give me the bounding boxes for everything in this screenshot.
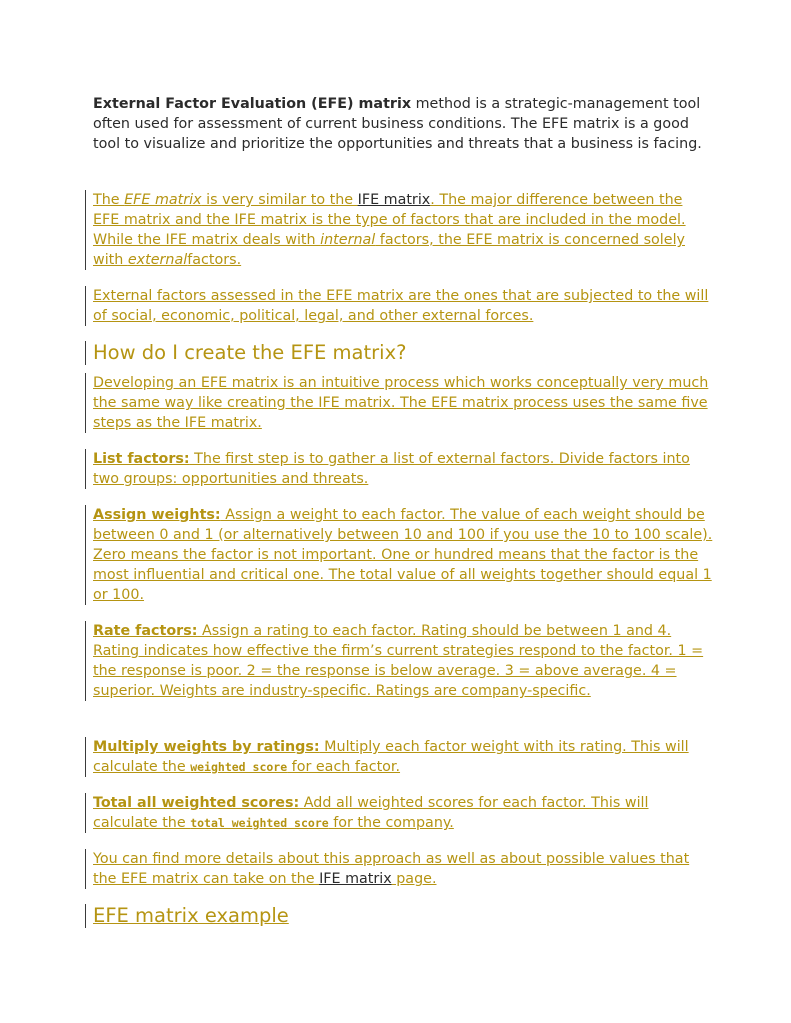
step-assign-weights xyxy=(85,505,713,605)
heading-how-to-create-text: How do I create the EFE matrix? xyxy=(93,341,407,364)
step-rate-factors-text: Assign a rating to each factor. Rating should be between 1 and 4. Rating indicates how effective the firm’s current strategies respond to the factor. 1 = the response is poor. 2 = the response is below average. 3 = above average. 4 = superior. Weights are industry-specific. Ratings are company-specific. xyxy=(93,623,704,699)
p1-text-c: . The major difference between the EFE matrix and the IFE matrix is the type of factors that are included in the model. While the IFE matrix deals with xyxy=(93,192,686,248)
p1-internal-italic: internal xyxy=(320,232,376,248)
p1-text-b: is very similar to the xyxy=(201,192,358,208)
heading-how-to-create xyxy=(85,341,713,365)
heading-efe-example-text: EFE matrix example xyxy=(93,904,289,927)
paragraph-external-factors xyxy=(85,286,713,326)
p3-text: Developing an EFE matrix is an intuitive process which works conceptually very much the same way like creating the IFE matrix. The EFE matrix process uses the same five steps as the IFE matrix. xyxy=(93,375,709,431)
step-multiply-weights-title: Multiply weights by ratings: xyxy=(93,739,320,755)
paragraph-efe-vs-ife xyxy=(85,190,713,270)
heading-efe-example xyxy=(85,904,713,928)
intro-paragraph xyxy=(93,94,703,154)
step-multiply-weights-text-b: for each factor. xyxy=(287,759,401,775)
paragraph-developing xyxy=(85,373,713,433)
step-list-factors-text: The first step is to gather a list of external factors. Divide factors into two groups: opportunities and threats. xyxy=(93,451,690,487)
ife-matrix-link[interactable]: IFE matrix xyxy=(357,192,431,208)
step-multiply-weights-text-a: Multiply each factor weight with its rating. This will calculate the xyxy=(93,739,689,775)
step-list-factors xyxy=(85,449,713,489)
intro-bold-lead: External Factor Evaluation (EFE) matrix xyxy=(93,96,412,112)
step-total-scores xyxy=(85,793,713,833)
p1-text-e: factors. xyxy=(187,252,242,268)
p4-text-b: page. xyxy=(391,871,437,887)
total-weighted-score-code: total weighted score xyxy=(190,816,329,830)
ife-matrix-page-link[interactable]: IFE matrix xyxy=(319,871,392,887)
step-total-scores-text-b: for the company. xyxy=(328,815,454,831)
step-rate-factors xyxy=(85,621,713,701)
step-rate-factors-title: Rate factors: xyxy=(93,623,198,639)
p4-text-a: You can find more details about this approach as well as about possible values that the EFE matrix can take on the xyxy=(93,851,690,887)
step-total-scores-text-a: Add all weighted scores for each factor. This will calculate the xyxy=(93,795,649,831)
p1-efe-italic: EFE matrix xyxy=(124,192,202,208)
step-total-scores-title: Total all weighted scores: xyxy=(93,795,300,811)
step-multiply-weights xyxy=(85,737,713,777)
p1-text-d: factors, the EFE matrix is concerned solely with xyxy=(93,232,685,268)
step-list-factors-title: List factors: xyxy=(93,451,190,467)
step-assign-weights-title: Assign weights: xyxy=(93,507,221,523)
weighted-score-code: weighted score xyxy=(190,760,288,774)
p1-text-a: The xyxy=(93,192,125,208)
intro-text: method is a strategic-management tool often used for assessment of current business conditions. The EFE matrix is a good tool to visualize and prioritize the opportunities and threats that a business is facing. xyxy=(93,96,702,152)
step-assign-weights-text: Assign a weight to each factor. The value of each weight should be between 0 and 1 (or alternatively between 10 and 100 if you use the 10 to 100 scale). Zero means the factor is not important. One or hundred means that the factor is the most influential and critical one. The total value of all weights together should equal 1 or 100. xyxy=(93,507,713,603)
paragraph-more-details xyxy=(85,849,713,889)
p1-external-italic: external xyxy=(127,252,188,268)
p2-text: External factors assessed in the EFE matrix are the ones that are subjected to the will of social, economic, political, legal, and other external forces. xyxy=(93,288,709,324)
